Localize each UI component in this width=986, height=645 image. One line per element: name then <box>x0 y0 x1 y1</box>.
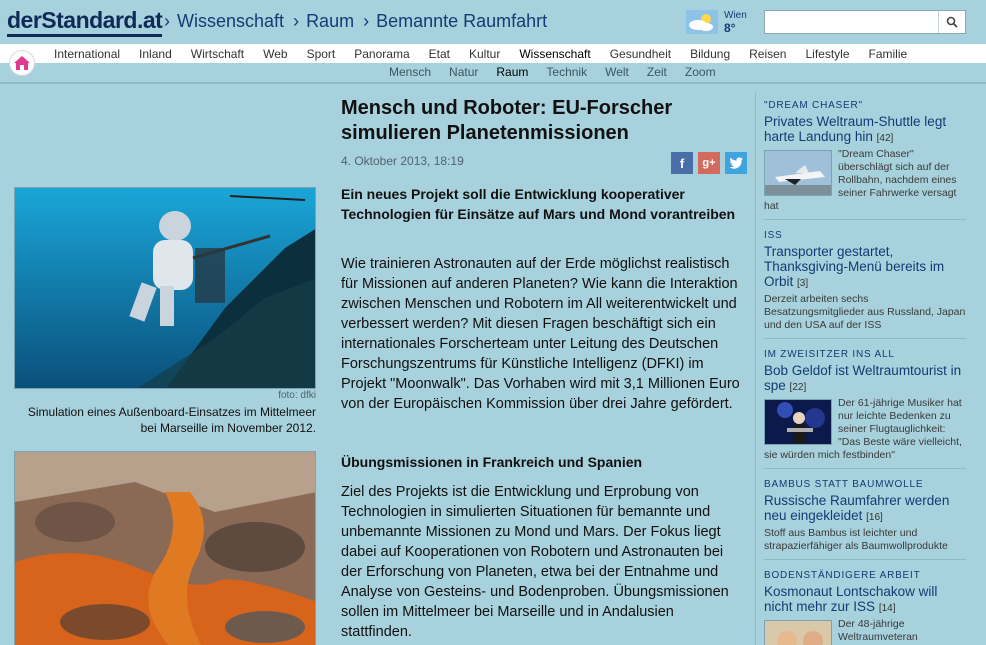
sidebar-teaser[interactable] <box>764 477 966 560</box>
sidebar-divider <box>755 92 756 645</box>
teaser-body: Stoff aus Bambus ist leichter und strapazierfähiger als Baumwollprodukte <box>764 527 948 552</box>
teaser-thumbnail[interactable] <box>764 620 832 645</box>
article-image-rocks[interactable] <box>14 451 316 645</box>
subnav-item-raum[interactable]: Raum <box>496 65 529 79</box>
nav-item-kultur[interactable]: Kultur <box>468 47 501 61</box>
article-subheading: Übungsmissionen in Frankreich und Spanien <box>341 454 643 470</box>
nav-item-lifestyle[interactable]: Lifestyle <box>805 47 850 61</box>
nav-item-bildung[interactable]: Bildung <box>690 47 731 61</box>
teaser-kicker: BAMBUS STATT BAUMWOLLE <box>764 479 924 490</box>
search-input[interactable] <box>765 11 937 33</box>
subnav-item-natur[interactable]: Natur <box>449 65 479 79</box>
nav-item-gesundheit[interactable]: Gesundheit <box>609 47 672 61</box>
article-paragraph: Ziel des Projekts ist die Entwicklung und Erprobung von Technologien in simulierten Situationen für bemannte und unbemannte Missionen zu Mond und Mars. Der Fokus liegt dabei auf Kooperationen von Robotern und Astronauten bei der Erforschung von Planeten, etwa bei der Entnahme und Analyse von Gesteins- und Bodenproben. Übungsmissionen sollen im Mittelmeer bei Marseille und in Andalusien stattfinden. <box>341 484 729 640</box>
teaser-thumbnail[interactable] <box>764 150 832 196</box>
article-image-underwater[interactable] <box>14 187 316 389</box>
subnav-item-mensch[interactable]: Mensch <box>389 65 432 79</box>
article-lead: Ein neues Projekt soll die Entwicklung kooperativer Technologien für Einsätze auf Mars und Mond vorantreiben <box>341 186 736 222</box>
comment-count: [22] <box>789 382 807 393</box>
comment-count: [14] <box>878 603 896 614</box>
comment-count: [3] <box>797 278 809 289</box>
googleplus-icon[interactable]: g+ <box>698 152 720 174</box>
partly-cloudy-icon[interactable] <box>686 10 718 34</box>
subnav-item-welt[interactable]: Welt <box>605 65 629 79</box>
teaser-title[interactable]: Bob Geldof ist Weltraumtourist in spe [22] <box>764 363 962 393</box>
nav-item-web[interactable]: Web <box>263 47 288 61</box>
search-icon <box>946 16 958 28</box>
breadcrumb-separator: › <box>363 11 370 31</box>
home-icon <box>13 55 31 71</box>
search-box <box>764 10 966 34</box>
sidebar-teaser[interactable] <box>764 568 966 645</box>
teaser-body: Der 48-jährige Weltraumveteran <box>764 618 966 645</box>
sidebar <box>764 98 966 645</box>
nav-item-sport[interactable]: Sport <box>306 47 336 61</box>
article-date: 4. Oktober 2013, 18:19 <box>341 154 464 168</box>
nav-item-reisen[interactable]: Reisen <box>749 47 787 61</box>
teaser-thumbnail[interactable] <box>764 399 832 445</box>
teaser-title[interactable]: Transporter gestartet, Thanksgiving-Menü bereits im Orbit [3] <box>764 244 945 289</box>
teaser-title[interactable]: Kosmonaut Lontschakow will nicht mehr zur ISS [14] <box>764 584 938 614</box>
breadcrumb-separator: › <box>293 11 300 31</box>
sidebar-teaser[interactable] <box>764 98 966 220</box>
article-paragraph: Wie trainieren Astronauten auf der Erde möglichst realistisch für Missionen auf anderen Planeten? Wie kann die Interaktion zwischen Menschen und Robotern im All weiterentwickelt und verbessert werden? Mit diesen Fragen beschäftigt sich ein internationales Forscherteam unter Leitung des Deutschen Forschungszentrums für Künstliche Intelligenz (DFKI) im Projekt "Moonwalk". Das Vorhaben wird mit 3,1 Millionen Euro von der Europäischen Kommission über drei Jahre gefördert. <box>341 256 740 412</box>
image-caption: Simulation eines Außenboard-Einsatzes im Mittelmeer bei Marseille im November 2012. <box>27 405 316 435</box>
teaser-kicker: ISS <box>764 230 783 241</box>
sidebar-teaser[interactable] <box>764 228 966 339</box>
subnav-item-zeit[interactable]: Zeit <box>646 65 667 79</box>
nav-item-wissenschaft[interactable]: Wissenschaft <box>519 47 591 61</box>
nav-item-panorama[interactable]: Panorama <box>354 47 410 61</box>
teaser-body: "Dream Chaser" überschlägt sich auf der Rollbahn, nachdem eines seiner Fahrwerke versagt hat <box>764 148 957 212</box>
nav-item-familie[interactable]: Familie <box>868 47 908 61</box>
teaser-title[interactable]: Russische Raumfahrer werden neu eingekleidet [16] <box>764 493 950 523</box>
teaser-kicker: IM ZWEISITZER INS ALL <box>764 349 895 360</box>
home-button[interactable] <box>9 50 35 76</box>
weather-temperature: 8° <box>724 21 736 35</box>
breadcrumb-separator: › <box>164 11 170 31</box>
breadcrumb-item-wissenschaft[interactable]: Wissenschaft <box>177 11 285 31</box>
site-logo[interactable]: derStandard.at <box>7 8 162 37</box>
image-credit: foto: dfki <box>278 390 316 401</box>
weather-city: Wien <box>724 10 747 21</box>
nav-item-inland[interactable]: Inland <box>139 47 172 61</box>
twitter-icon[interactable] <box>725 152 747 174</box>
secondary-nav <box>389 65 734 79</box>
teaser-kicker: "DREAM CHASER" <box>764 100 863 111</box>
primary-nav <box>54 47 926 61</box>
search-button[interactable] <box>938 11 965 33</box>
nav-item-wirtschaft[interactable]: Wirtschaft <box>190 47 245 61</box>
teaser-body: Derzeit arbeiten sechs Besatzungsmitglieder aus Russland, Japan und den USA auf der ISS <box>764 293 966 331</box>
teaser-body: Der 61-jährige Musiker hat nur leichte Bedenken zu seiner Flugtauglichkeit: "Das Beste wäre vielleicht, sie würden mich festbinden" <box>764 397 962 461</box>
teaser-title[interactable]: Privates Weltraum-Shuttle legt harte Landung hin [42] <box>764 114 947 144</box>
comment-count: [42] <box>876 133 894 144</box>
nav-item-etat[interactable]: Etat <box>428 47 450 61</box>
facebook-icon[interactable]: f <box>671 152 693 174</box>
breadcrumb-item-bemannte-raumfahrt[interactable]: Bemannte Raumfahrt <box>376 11 548 31</box>
breadcrumb <box>162 11 549 32</box>
breadcrumb-item-raum[interactable]: Raum <box>306 11 355 31</box>
article-headline: Mensch und Roboter: EU-Forscher simulieren Planetenmissionen <box>341 97 673 144</box>
nav-item-international[interactable]: International <box>54 47 121 61</box>
teaser-kicker: BODENSTÄNDIGERE ARBEIT <box>764 570 921 581</box>
nav-divider <box>0 82 986 84</box>
sidebar-teaser[interactable] <box>764 347 966 469</box>
subnav-item-technik[interactable]: Technik <box>546 65 588 79</box>
comment-count: [16] <box>866 512 883 523</box>
subnav-item-zoom[interactable]: Zoom <box>684 65 716 79</box>
